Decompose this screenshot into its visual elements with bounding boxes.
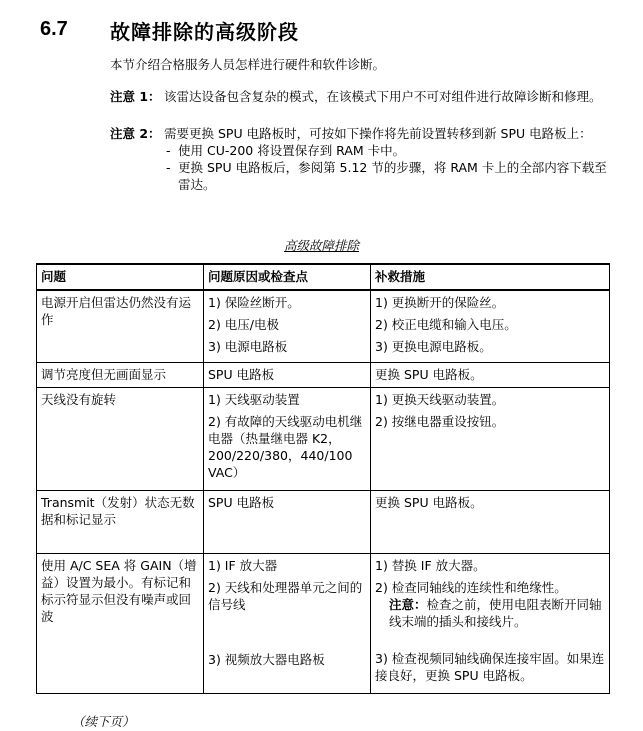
remedy-cell [371,553,610,693]
note-text: 需要更换 SPU 电路板时，可按如下操作将先前设置转移到新 SPU 电路板上： [164,126,592,141]
section-intro: 本节介绍合格服务人员怎样进行硬件和软件诊断。 [110,57,386,72]
remedy-cell [371,387,610,490]
remedy-item: 3) 检查视频同轴线确保连接牢固。如果连接良好，更换 SPU 电路板。 [375,650,605,683]
continued-note: （续下页） [72,714,135,729]
table-row [37,290,610,362]
list-item: - 更换 SPU 电路板后，参阅第 5.12 节的步骤，将 RAM 卡上的全部内容下载至雷达。 [164,159,610,193]
problem-cell: 天线没有旋转 [37,387,204,490]
problem-cell: Transmit（发射）状态无数据和标记显示 [37,490,204,553]
table-header-row [37,264,610,290]
remedy-cell: 更换 SPU 电路板。 [371,362,610,387]
note-1 [110,88,610,105]
cause-item: 2) 天线和处理器单元之间的信号线 [208,579,363,612]
cause-item: 3) 电源电路板 [208,339,288,354]
table-caption: 高级故障排除 [283,238,359,253]
remedy-note [375,596,605,630]
remedy-item: 2) 按继电器重设按钮。 [375,413,505,429]
note-label: 注意 1： [110,89,161,104]
cause-item: 3) 视频放大器电路板 [208,651,325,667]
note-text: 该雷达设备包含复杂的模式，在该模式下用户不可对组件进行故障诊断和修理。 [164,89,602,104]
table-row [37,553,610,693]
remedy-item: 2) 校正电缆和输入电压。 [375,317,517,332]
cause-item: 1) 天线驱动装置 [208,391,300,407]
problem-cell: 电源开启但雷达仍然没有运作 [37,290,204,362]
remedy-cell [371,290,610,362]
problem-cell: 使用 A/C SEA 将 GAIN（增益）设置为最小。有标记和标示符显示但没有噪声或回波 [37,553,204,693]
remedy-item: 1) 更换断开的保险丝。 [375,295,505,310]
remedy-cell: 更换 SPU 电路板。 [371,490,610,553]
cause-cell [204,387,371,490]
cause-cell: SPU 电路板 [204,362,371,387]
cause-cell [204,553,371,693]
column-header-cause: 问题原因或检查点 [204,264,371,290]
note-label: 注意 2： [110,126,161,141]
remedy-item: 2) 检查同轴线的连续性和绝缘性。 [375,579,567,595]
troubleshooting-table [36,263,610,694]
cause-cell: SPU 电路板 [204,490,371,553]
table-row [37,490,610,553]
column-header-remedy: 补救措施 [371,264,610,290]
remedy-note-text: 检查之前，使用电阻表断开同轴线末端的插头和接线片。 [389,596,602,629]
remedy-note-label: 注意： [389,596,427,612]
section-number: 6.7 [40,18,68,40]
problem-cell: 调节亮度但无画面显示 [37,362,204,387]
note-2 [110,125,610,193]
remedy-item: 3) 更换电源电路板。 [375,339,492,354]
list-item: - 使用 CU-200 将设置保存到 RAM 卡中。 [164,142,610,159]
column-header-problem: 问题 [37,264,204,290]
table-row [37,387,610,490]
remedy-item: 1) 更换天线驱动装置。 [375,391,505,407]
cause-item: 1) IF 放大器 [208,557,278,573]
note-bullets [164,142,610,193]
cause-item: 2) 有故障的天线驱动电机继电器（热量继电器 K2，200/220/380，440/100 VAC） [208,413,363,480]
section-title: 故障排除的高级阶段 [110,20,299,44]
table-row [37,362,610,387]
cause-cell [204,290,371,362]
cause-item: 2) 电压/电极 [208,317,280,332]
cause-item: 1) 保险丝断开。 [208,295,300,310]
remedy-item: 1) 替换 IF 放大器。 [375,557,486,573]
